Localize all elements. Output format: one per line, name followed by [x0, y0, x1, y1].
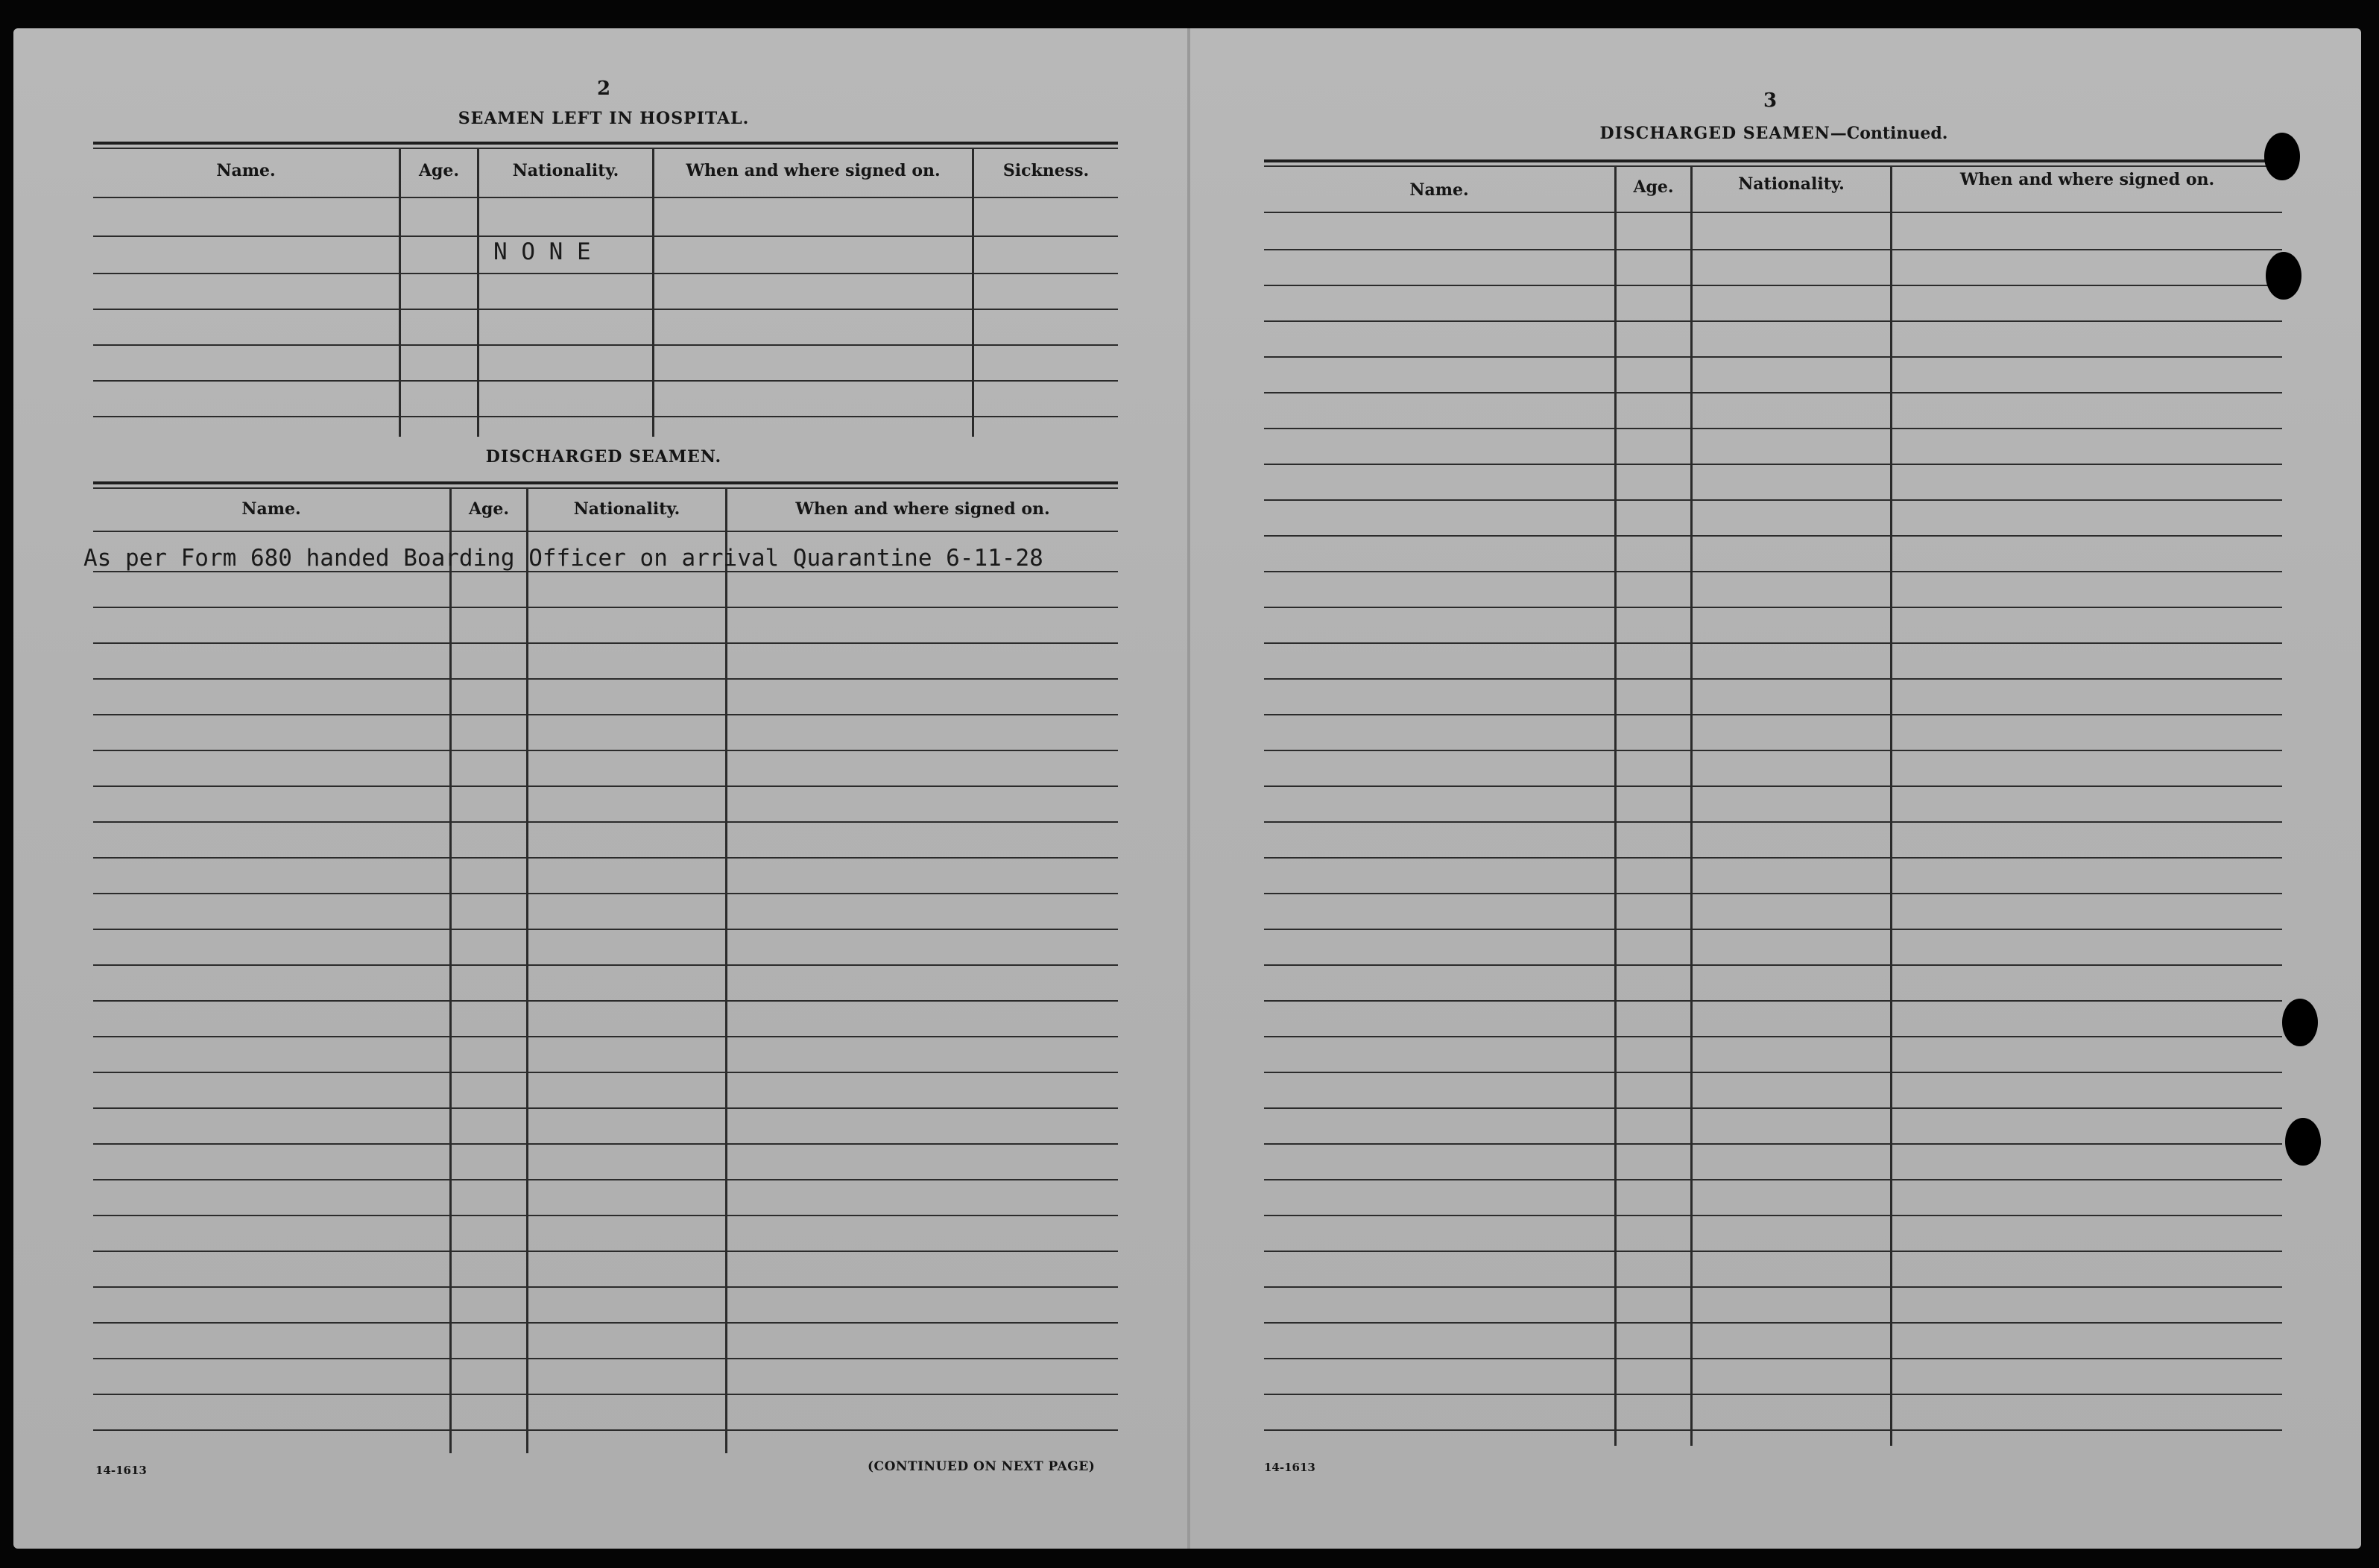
row-rule — [93, 1358, 1118, 1359]
row-rule — [1264, 1322, 2282, 1324]
discharged-col-age: Age. — [468, 499, 510, 519]
hospital-divider — [399, 148, 401, 437]
row-rule — [93, 1251, 1118, 1252]
row-rule — [1264, 785, 2282, 787]
row-rule — [1264, 1036, 2282, 1037]
form-code-right: 14-1613 — [1264, 1461, 1315, 1474]
row-rule — [1264, 893, 2282, 894]
hospital-col-sickness: Sickness. — [1002, 161, 1090, 180]
row-rule — [93, 1322, 1118, 1324]
row-rule — [93, 642, 1118, 644]
hospital-row-rule — [93, 344, 1118, 346]
discharged-col-signed-on: When and where signed on. — [795, 499, 1050, 519]
punch-hole — [2266, 252, 2301, 300]
row-rule — [1264, 1215, 2282, 1216]
punch-hole — [2285, 1118, 2321, 1166]
row-rule — [93, 750, 1118, 751]
row-rule — [1264, 1429, 2282, 1431]
row-rule — [1264, 642, 2282, 644]
hospital-divider — [972, 148, 974, 437]
discharged-col-nationality: Nationality. — [573, 499, 680, 519]
hospital-col-nationality: Nationality. — [512, 161, 619, 180]
discharged-entry: As per Form 680 handed Boarding Officer on arrival Quarantine 6-11-28 — [83, 545, 1043, 572]
right-col-age: Age. — [1633, 177, 1674, 197]
hospital-col-age: Age. — [418, 161, 460, 180]
discharged-col-name: Name. — [241, 499, 301, 519]
row-rule — [93, 893, 1118, 894]
discharged-top-rule-thin — [93, 487, 1118, 489]
row-rule — [1264, 571, 2282, 572]
discharged-top-rule — [93, 481, 1118, 484]
row-rule — [1264, 821, 2282, 823]
row-rule — [93, 531, 1118, 532]
row-rule — [93, 1143, 1118, 1145]
hospital-entry-none: N O N E — [493, 238, 591, 265]
row-rule — [93, 607, 1118, 608]
discharged-divider — [449, 487, 452, 1453]
hospital-col-name: Name. — [216, 161, 276, 180]
row-rule — [93, 1036, 1118, 1037]
row-rule — [1264, 750, 2282, 751]
hospital-row-rule — [93, 273, 1118, 274]
hospital-divider — [477, 148, 479, 437]
row-rule — [93, 1107, 1118, 1109]
row-rule — [93, 1215, 1118, 1216]
right-col-name: Name. — [1409, 180, 1469, 200]
hospital-col-signed-on: When and where signed on. — [686, 161, 941, 180]
right-section-title — [1535, 124, 2012, 143]
right-col-nationality: Nationality. — [1738, 174, 1845, 194]
row-rule — [1264, 964, 2282, 966]
page-number-left: 2 — [596, 78, 611, 100]
row-rule — [1264, 607, 2282, 608]
hospital-row-rule — [93, 309, 1118, 310]
hospital-row-rule — [93, 235, 1118, 237]
row-rule — [1264, 464, 2282, 465]
row-rule — [93, 1072, 1118, 1073]
row-rule — [93, 929, 1118, 930]
hospital-top-rule-thin — [93, 148, 1118, 149]
discharged-divider — [725, 487, 727, 1453]
row-rule — [1264, 212, 2282, 213]
hospital-row-rule — [93, 416, 1118, 417]
row-rule — [93, 1000, 1118, 1002]
row-rule — [1264, 857, 2282, 859]
row-rule — [1264, 929, 2282, 930]
discharged-section-title: DISCHARGED SEAMEN. — [485, 447, 722, 467]
row-rule — [1264, 249, 2282, 250]
page-number-right: 3 — [1763, 89, 1778, 112]
row-rule — [1264, 535, 2282, 537]
row-rule — [93, 1394, 1118, 1395]
row-rule — [1264, 1143, 2282, 1145]
right-top-rule-thin — [1264, 165, 2282, 167]
row-rule — [1264, 678, 2282, 680]
page-fold — [1187, 28, 1190, 1549]
punch-hole — [2282, 999, 2318, 1046]
row-rule — [1264, 1286, 2282, 1288]
row-rule — [1264, 392, 2282, 393]
row-rule — [1264, 320, 2282, 322]
row-rule — [1264, 1251, 2282, 1252]
row-rule — [1264, 1107, 2282, 1109]
row-rule — [1264, 428, 2282, 429]
form-code-left: 14-1613 — [95, 1464, 147, 1477]
row-rule — [1264, 714, 2282, 715]
row-rule — [93, 964, 1118, 966]
right-col-signed-on: When and where signed on. — [1959, 170, 2215, 189]
hospital-top-rule — [93, 142, 1118, 145]
hospital-divider — [652, 148, 654, 437]
right-section-title-suffix: —Continued. — [1830, 124, 1948, 143]
row-rule — [93, 1429, 1118, 1431]
row-rule — [1264, 1179, 2282, 1180]
row-rule — [1264, 1000, 2282, 1002]
right-top-rule — [1264, 159, 2282, 162]
discharged-divider — [526, 487, 528, 1453]
continued-note: (CONTINUED ON NEXT PAGE) — [868, 1459, 1096, 1474]
row-rule — [93, 821, 1118, 823]
row-rule — [93, 714, 1118, 715]
row-rule — [1264, 499, 2282, 501]
right-section-title-main: DISCHARGED SEAMEN — [1599, 124, 1830, 143]
row-rule — [1264, 1394, 2282, 1395]
row-rule — [93, 678, 1118, 680]
hospital-row-rule — [93, 380, 1118, 382]
row-rule — [93, 1179, 1118, 1180]
punch-hole — [2264, 133, 2300, 180]
row-rule — [1264, 1358, 2282, 1359]
row-rule — [1264, 356, 2282, 358]
row-rule — [93, 785, 1118, 787]
row-rule — [93, 857, 1118, 859]
hospital-section-title: SEAMEN LEFT IN HOSPITAL. — [458, 109, 750, 128]
hospital-header-rule — [93, 197, 1118, 198]
row-rule — [1264, 285, 2282, 286]
row-rule — [93, 1286, 1118, 1288]
row-rule — [1264, 1072, 2282, 1073]
